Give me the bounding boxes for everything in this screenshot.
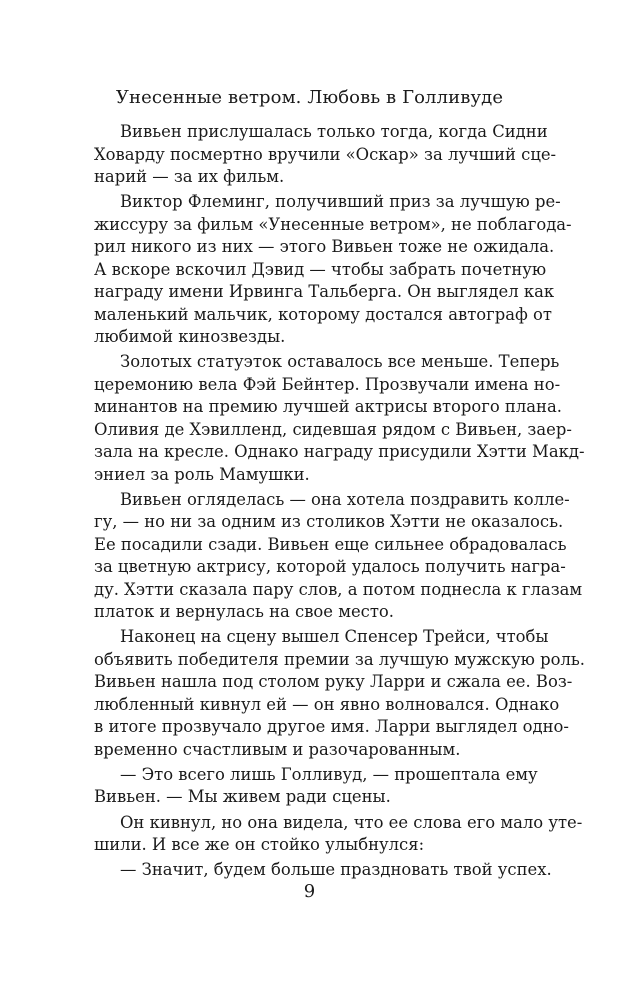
text-line: эниел за роль Мамушки. bbox=[94, 464, 310, 484]
running-header: Унесенные ветром. Любовь в Голливуде bbox=[115, 87, 504, 108]
paragraph bbox=[94, 764, 538, 809]
text-line: Оливия де Хэвилленд, сидевшая рядом с Вивьен, заер- bbox=[94, 419, 572, 439]
page-number: 9 bbox=[303, 881, 316, 902]
paragraph bbox=[94, 859, 552, 882]
text-line: Золотых статуэток оставалось все меньше. Теперь bbox=[120, 352, 560, 372]
text-line: рил никого из них — этого Вивьен тоже не ожидала. bbox=[94, 237, 555, 257]
text-line: Наконец на сцену вышел Спенсер Трейси, чтобы bbox=[120, 627, 549, 647]
text-line: Ее посадили сзади. Вивьен еще сильнее обрадовалась bbox=[94, 534, 567, 554]
text-line: шили. И все же он стойко улыбнулся: bbox=[94, 835, 425, 855]
text-line: Вивьен огляделась — она хотела поздравить колле- bbox=[120, 489, 570, 509]
text-line: за цветную актрису, которой удалось получить награ- bbox=[94, 557, 566, 577]
paragraph bbox=[94, 351, 585, 486]
text-line: жиссуру за фильм «Унесенные ветром», не поблагода- bbox=[94, 214, 572, 234]
text-line: объявить победителя премии за лучшую мужскую роль. bbox=[94, 649, 585, 669]
text-line: Вивьен. — Мы живем ради сцены. bbox=[94, 787, 391, 807]
text-line: платок и вернулась на свое место. bbox=[94, 602, 394, 622]
paragraph bbox=[94, 812, 583, 857]
text-line: — Это всего лишь Голливуд, — прошептала ему bbox=[120, 764, 538, 784]
text-line: — Значит, будем больше праздновать твой успех. bbox=[120, 860, 552, 880]
text-line: минантов на премию лучшей актрисы второго плана. bbox=[94, 397, 562, 417]
text-line: Вивьен прислушалась только тогда, когда Сидни bbox=[120, 122, 548, 141]
paragraph bbox=[94, 489, 583, 624]
text-line: Он кивнул, но она видела, что ее слова его мало уте- bbox=[120, 812, 583, 832]
text-line: зала на кресле. Однако награду присудили Хэтти Макд- bbox=[94, 442, 585, 462]
paragraph bbox=[94, 191, 572, 349]
text-line: гу, — но ни за одним из столиков Хэтти не оказалось. bbox=[94, 512, 564, 532]
text-line: награду имени Ирвинга Тальберга. Он выглядел как bbox=[94, 282, 555, 302]
text-line: временно счастливым и разочарованным. bbox=[94, 739, 461, 759]
text-line: любленный кивнул ей — он явно волновался. Однако bbox=[94, 694, 560, 714]
text-line: Виктор Флеминг, получивший приз за лучшую ре- bbox=[120, 192, 561, 212]
text-line: церемонию вела Фэй Бейнтер. Прозвучали имена но- bbox=[94, 374, 561, 394]
body-text bbox=[94, 121, 585, 882]
text-line: А вскоре вскочил Дэвид — чтобы забрать почетную bbox=[94, 259, 547, 279]
paragraph bbox=[94, 121, 557, 189]
text-line: Вивьен нашла под столом руку Ларри и сжала ее. Воз- bbox=[94, 672, 573, 692]
paragraph bbox=[94, 626, 585, 761]
text-line: Ховарду посмертно вручили «Оскар» за лучший сце- bbox=[94, 144, 557, 164]
text-line: ду. Хэтти сказала пару слов, а потом поднесла к глазам bbox=[94, 579, 583, 599]
text-line: любимой кинозвезды. bbox=[94, 327, 286, 347]
text-line: нарий — за их фильм. bbox=[94, 167, 285, 186]
text-line: маленький мальчик, которому достался автограф от bbox=[94, 304, 552, 324]
text-line: в итоге прозвучало другое имя. Ларри выглядел одно- bbox=[94, 717, 569, 737]
